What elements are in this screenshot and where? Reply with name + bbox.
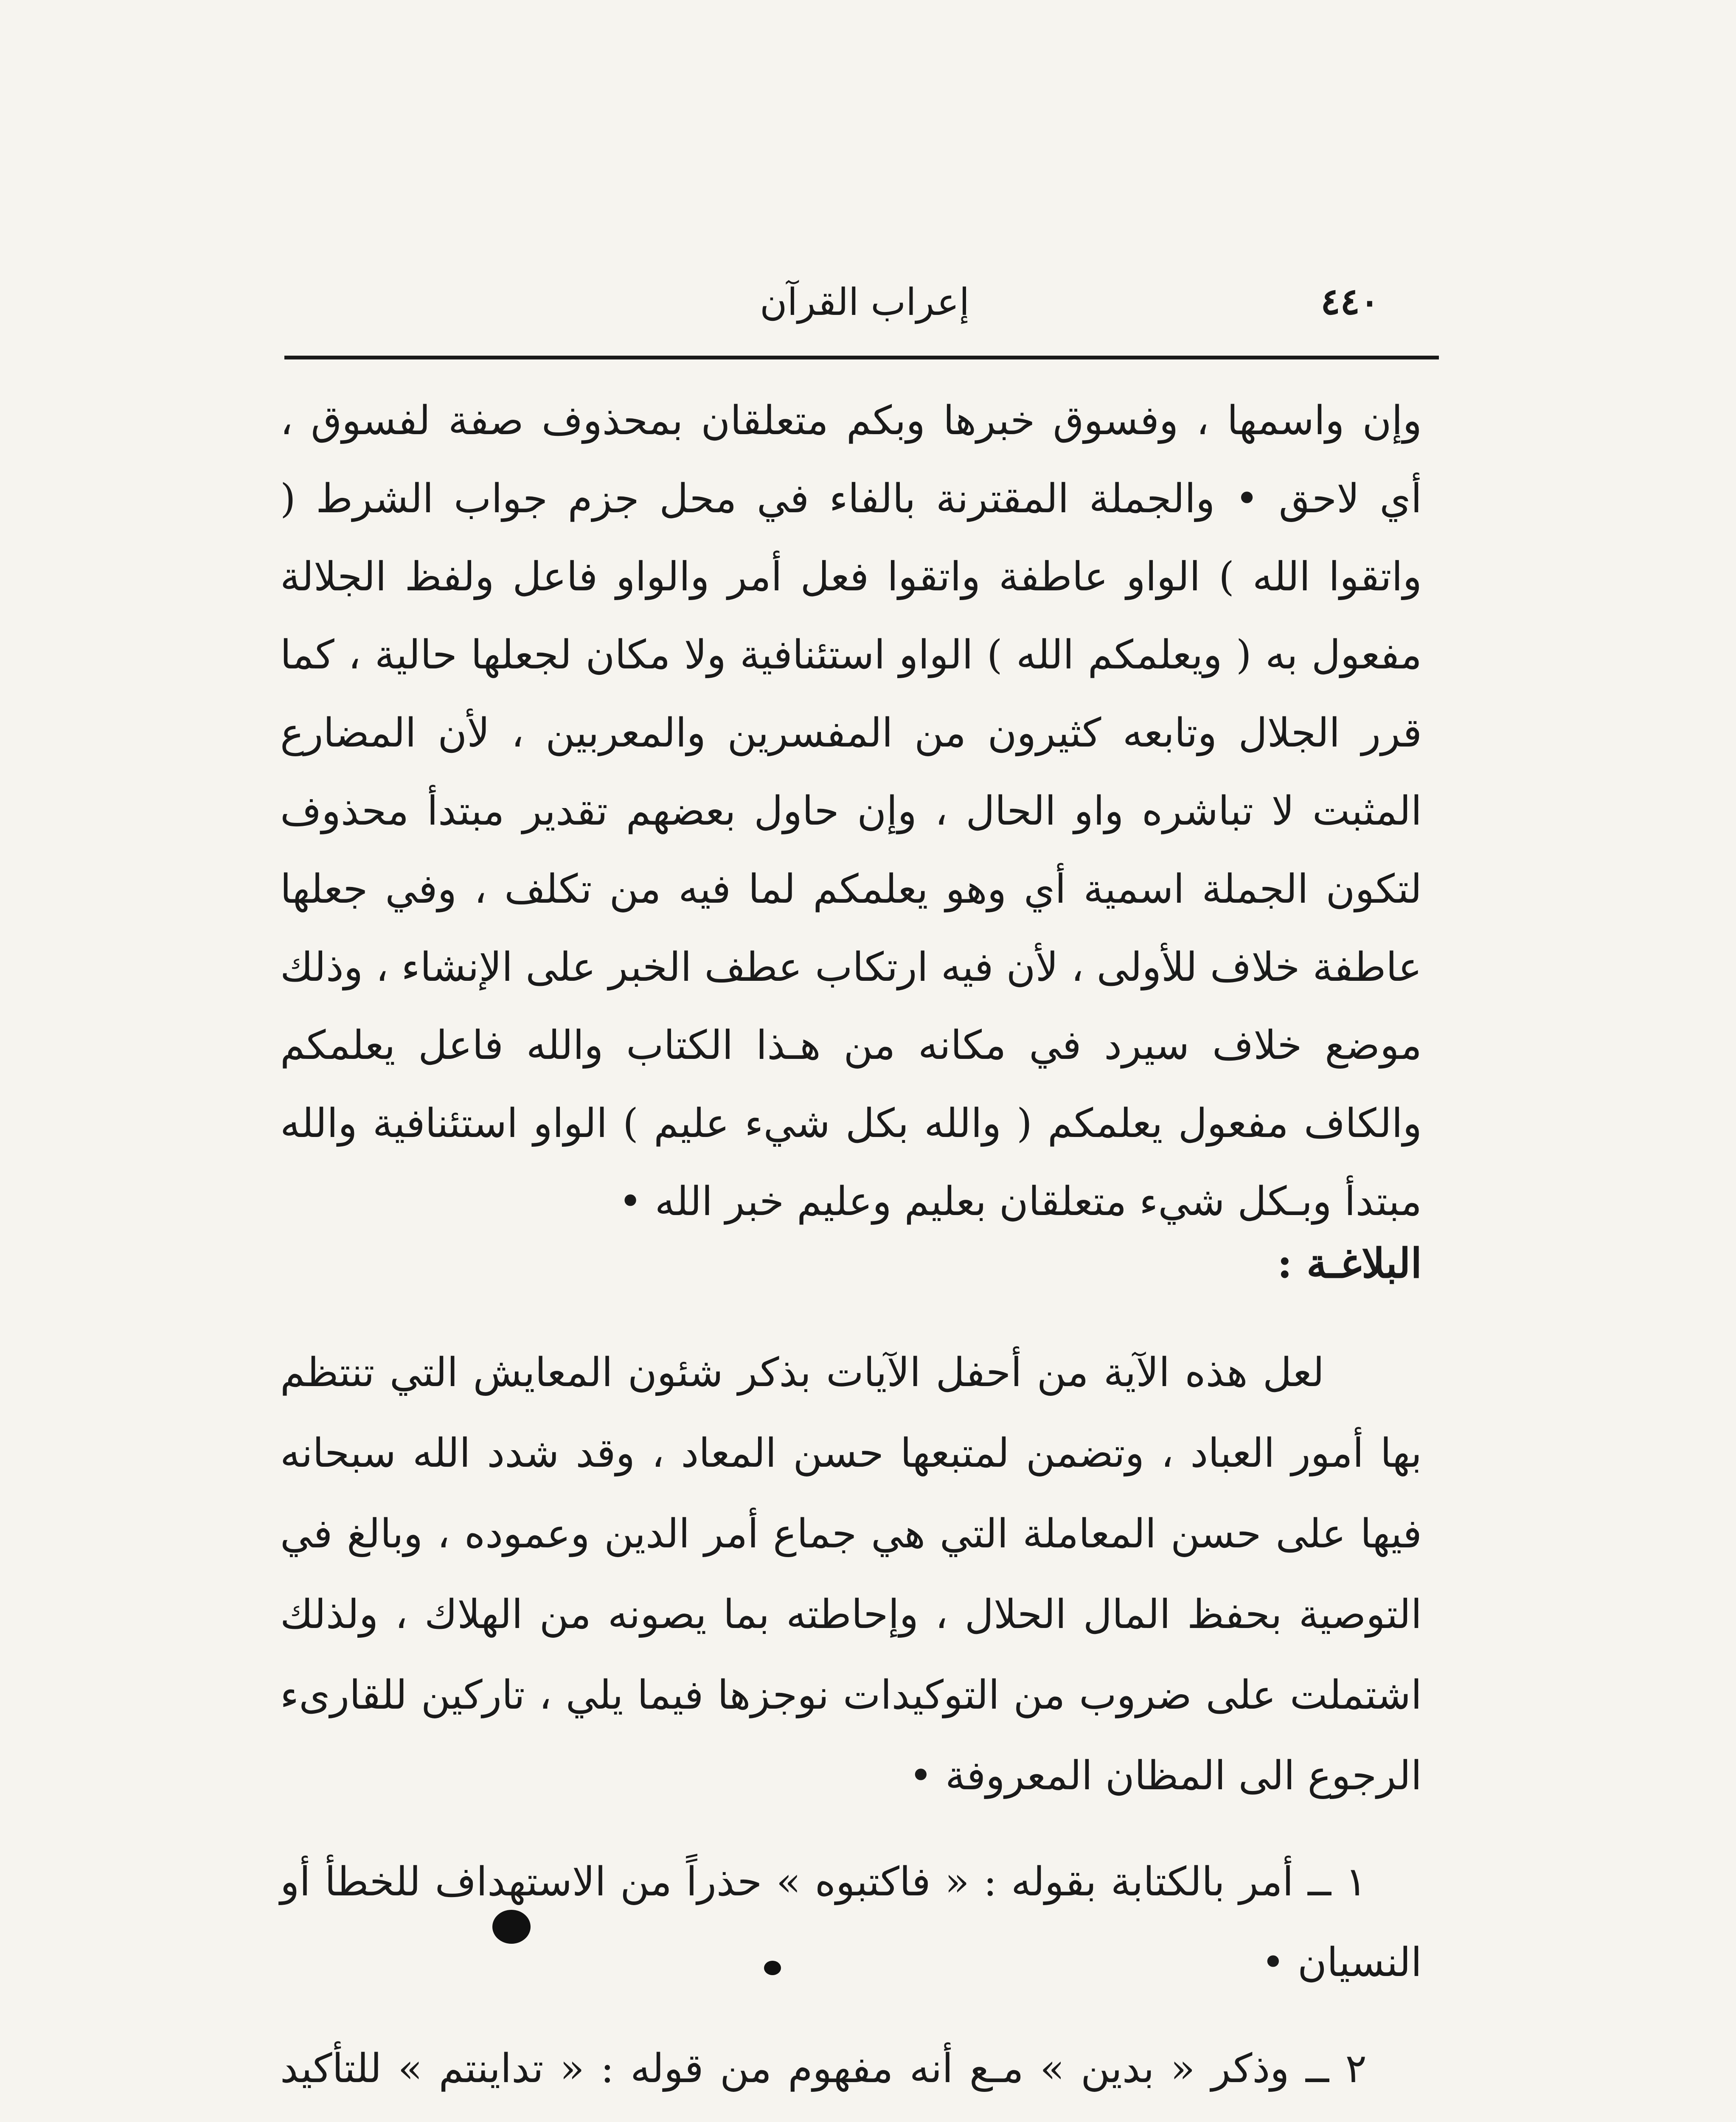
ink-blot: [492, 1910, 531, 1944]
page-number: ٤٤٠: [1320, 280, 1379, 323]
grammar-paragraph: وإن واسمها ، وفسوق خبرها وبكم متعلقان بمحذوف صفة لفسوق ، أي لاحق • والجملة المقترنة بالفاء في محل جزم جواب الشرط ( واتقوا الله ) الواو عاطفة واتقوا فعل أمر والواو فاعل ولفظ الجلالة مفعول به ( ويعلمكم الله ) الواو استئنافية ولا مكان لجعلها حالية ، كما قرر الجلال وتابعه كثيرون من المفسرين والمعربين ، لأن المضارع المثبت لا تباشره واو الحال ، وإن حاول بعضهم تقدير مبتدأ محذوف لتكون الجملة اسمية أي وهو يعلمكم لما فيه من تكلف ، وفي جعلها عاطفة خلاف للأولى ، لأن فيه ارتكاب عطف الخبر على الإنشاء ، وذلك موضع خلاف سيرد في مكانه من هـذا الكتاب والله فاعل يعلمكم والكاف مفعول يعلمكم ( والله بكل شيء عليم ) الواو استئنافية والله مبتدأ وبـكل شيء متعلقان بعليم وعليم خبر الله •: [280, 398, 1422, 1225]
page-header: [284, 272, 1439, 344]
rhetoric-heading: البلاغـة :: [1277, 1239, 1422, 1287]
rhetoric-intro-paragraph: لعل هذه الآية من أحفل الآيات بذكر شئون المعايش التي تنتظم بها أمور العباد ، وتضمن لمتبعها حسن المعاد ، وقد شدد الله سبحانه فيها على حسن المعاملة التي هي جماع أمر الدين وعموده ، وبالغ في التوصية بحفظ المال الحلال ، وإحاطته بما يصونه من الهلاك ، ولذلك اشتملت على ضروب من التوكيدات نوجزها فيما يلي ، تاركين للقارىء الرجوع الى المظان المعروفة •: [280, 1350, 1422, 1799]
rhetoric-point-2: ٢ ــ وذكر « بدين » مـع أنه مفهوم من قوله : « تداينتم » للتأكيد: [280, 2046, 1367, 2092]
rhetoric-point-1: ١ ــ أمر بالكتابة بقوله : « فاكتبوه » حذراً من الاستهداف للخطأ أو النسيان •: [280, 1859, 1422, 1986]
ink-speck: [764, 1961, 781, 1975]
rhetoric-section: [280, 1333, 1422, 2122]
running-title: إعراب القرآن: [760, 280, 970, 324]
header-rule: [284, 356, 1439, 359]
grammar-analysis-text: [280, 382, 1422, 1241]
